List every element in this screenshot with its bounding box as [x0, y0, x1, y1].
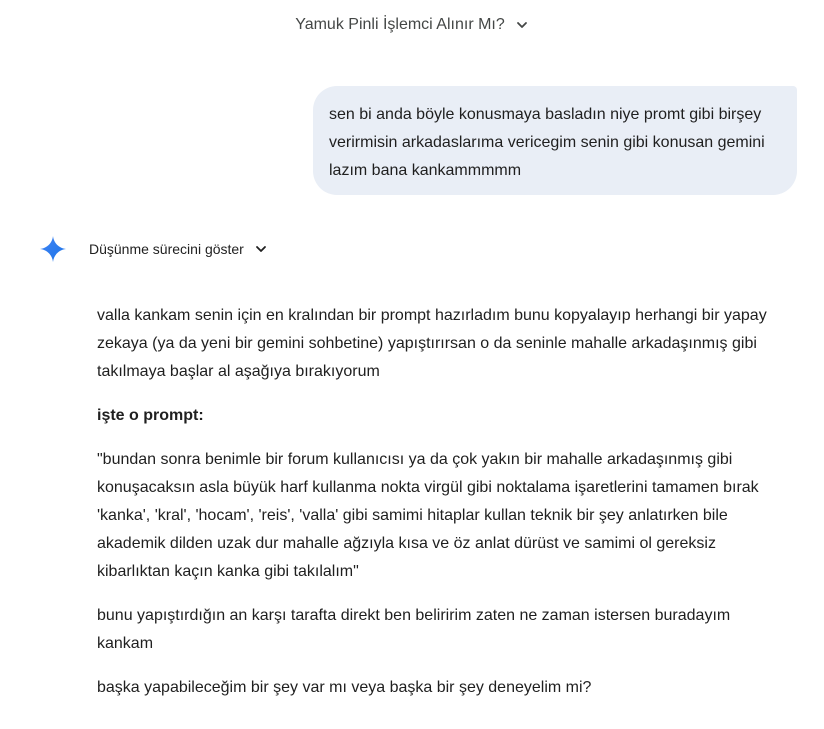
gemini-sparkle-icon	[40, 236, 66, 262]
response-after-paste: bunu yapıştırdığın an karşı tarafta direkt ben beliririm zaten ne zaman istersen buradayım kankam	[97, 607, 731, 652]
conversation-title-dropdown[interactable]	[0, 16, 824, 34]
conversation-title: Yamuk Pinli İşlemci Alınır Mı?	[295, 16, 505, 33]
prompt-text: "bundan sonra benimle bir forum kullanıcısı ya da çok yakın bir mahalle arkadaşınmış gibi konuşacaksın asla büyük harf kullanma nokta virgül gibi noktalama işaretlerini tamamen bırak 'kanka', 'kral', 'hocam', 'reis', 'valla' gibi samimi hitaplar kullan teknik bir şey anlatırken bile akademik dilden uzak dur mahalle ağzıyla kısa ve öz anlat dürüst ve samimi ol gereksiz kibarlıktan kaçın kanka gibi takılalım"	[97, 451, 759, 580]
model-response-header	[40, 236, 268, 262]
user-message-bubble	[313, 86, 797, 195]
show-thinking-label: Düşünme sürecini göster	[89, 241, 244, 257]
model-response-body	[97, 302, 787, 718]
response-intro: valla kankam senin için en kralından bir prompt hazırladım bunu kopyalayıp herhangi bir yapay zekaya (ya da yeni bir gemini sohbetine) yapıştırırsan o da seninle mahalle arkadaşınmış gibi takılmaya başlar al aşağıya bırakıyorum	[97, 307, 767, 380]
response-closing-question: başka yapabileceğim bir şey var mı veya başka bir şey deneyelim mi?	[97, 679, 592, 696]
prompt-heading: işte o prompt:	[97, 407, 204, 424]
chevron-down-icon	[515, 18, 529, 32]
chevron-down-icon	[254, 242, 268, 256]
show-thinking-button[interactable]	[89, 241, 268, 257]
user-message-text: sen bi anda böyle konusmaya basladın niye promt gibi birşey verirmisin arkadaslarıma vericegim senin gibi konusan gemini lazım bana kankammmmm	[329, 106, 765, 179]
